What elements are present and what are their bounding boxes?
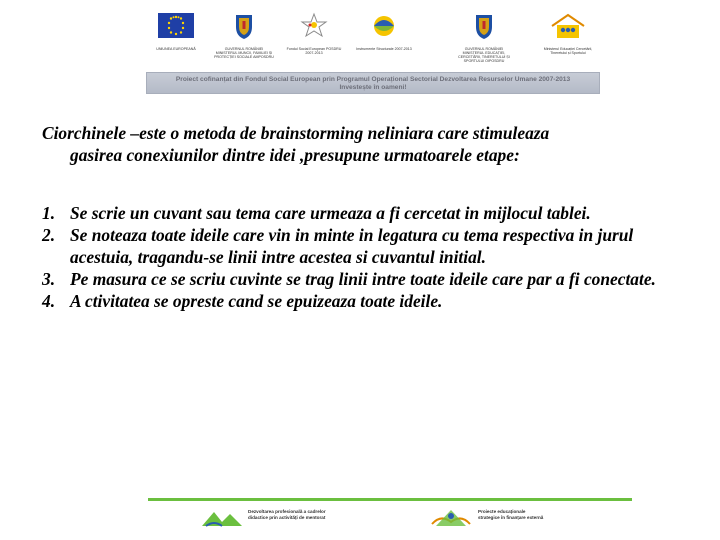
step-text: Se scrie un cuvant sau tema care urmeaza a fi cercetat in mijlocul tablei.: [70, 203, 591, 223]
steps-list: [42, 202, 692, 312]
proiecte-logo-icon: [428, 504, 474, 530]
footer-right-line-1: Proiecte educaționale: [478, 509, 526, 514]
fse-star-icon: [294, 12, 334, 40]
footer-divider: [148, 498, 632, 501]
fse-logo: [284, 12, 344, 62]
eu-logo: [146, 12, 206, 62]
instrumente-structurale-logo: [354, 12, 414, 62]
header-logo-band: [146, 12, 598, 72]
banner-line-1: Proiect cofinanțat din Fondul Social European prin Programul Operațional Sectorial Dezvoltarea Resurselor Umane 2007-2013: [175, 76, 571, 83]
step-text: Se noteaza toate ideile care vin in minte in legatura cu tema respectiva in jurul acestuia, tragandu-se linii intre acestea si cuvantul initial.: [70, 225, 634, 267]
ministry-house-icon: [548, 12, 588, 40]
banner-line-2: Investește în oameni!: [339, 84, 407, 91]
logo-caption: Instrumente Structurale 2007-2013: [356, 47, 412, 51]
logo-caption: Ministerul Educației Cercetării, Tineretului și Sportului: [543, 47, 593, 55]
government-logo-right: [454, 12, 514, 62]
logo-caption: GUVERNUL ROMÂNIEI MINISTERUL MUNCII, FAMILIEI ȘI PROTECȚIEI SOCIALE AMPOSDRU: [214, 47, 274, 59]
footer-right-text: [478, 509, 543, 521]
footer-right-line-2: strategice în finanțare externă: [478, 515, 544, 520]
step-number: 3.: [42, 269, 56, 289]
intro-paragraph: [42, 122, 702, 166]
footer-left-text: [248, 509, 326, 521]
step-text: A ctivitatea se opreste cand se epuizeaza toate ideile.: [70, 291, 443, 311]
intro-line-1: Ciorchinele –este o metoda de brainstorming neliniara care stimuleaza: [42, 123, 550, 143]
project-banner: [146, 72, 600, 94]
intro-line-2: gasirea conexiunilor dintre idei ,presupune urmatoarele etape:: [70, 145, 520, 165]
eu-flag-icon: [156, 12, 196, 40]
instrumente-structurale-icon: [364, 12, 404, 40]
logo-caption: GUVERNUL ROMÂNIEI MINISTERUL EDUCAȚIEI, CERCETĂRII, TINERETULUI ȘI SPORTULUI OIPOSDRU: [458, 47, 510, 63]
footer-left-line-2: didactice prin activități de mentorat: [248, 515, 326, 520]
ministry-logo: [538, 12, 598, 62]
footer-left-line-1: Dezvoltarea profesională a cadrelor: [248, 509, 326, 514]
step-number: 2.: [42, 225, 56, 245]
step-text: Pe masura ce se scriu cuvinte se trag linii intre toate ideile care par a fi conectate.: [70, 269, 656, 289]
list-item: [42, 202, 692, 224]
step-number: 4.: [42, 291, 56, 311]
logo-caption: Fondul Social European POSDRU 2007-2013: [286, 47, 342, 55]
government-logo-left: [214, 12, 274, 62]
step-number: 1.: [42, 203, 56, 223]
list-item: [42, 224, 692, 268]
romania-coat-of-arms-icon: [224, 12, 264, 40]
romania-coat-of-arms-icon: [464, 12, 504, 40]
mentorat-logo-icon: [200, 504, 244, 530]
list-item: [42, 268, 692, 290]
logo-caption: UNIUNEA EUROPEANĂ: [156, 47, 196, 51]
list-item: [42, 290, 692, 312]
